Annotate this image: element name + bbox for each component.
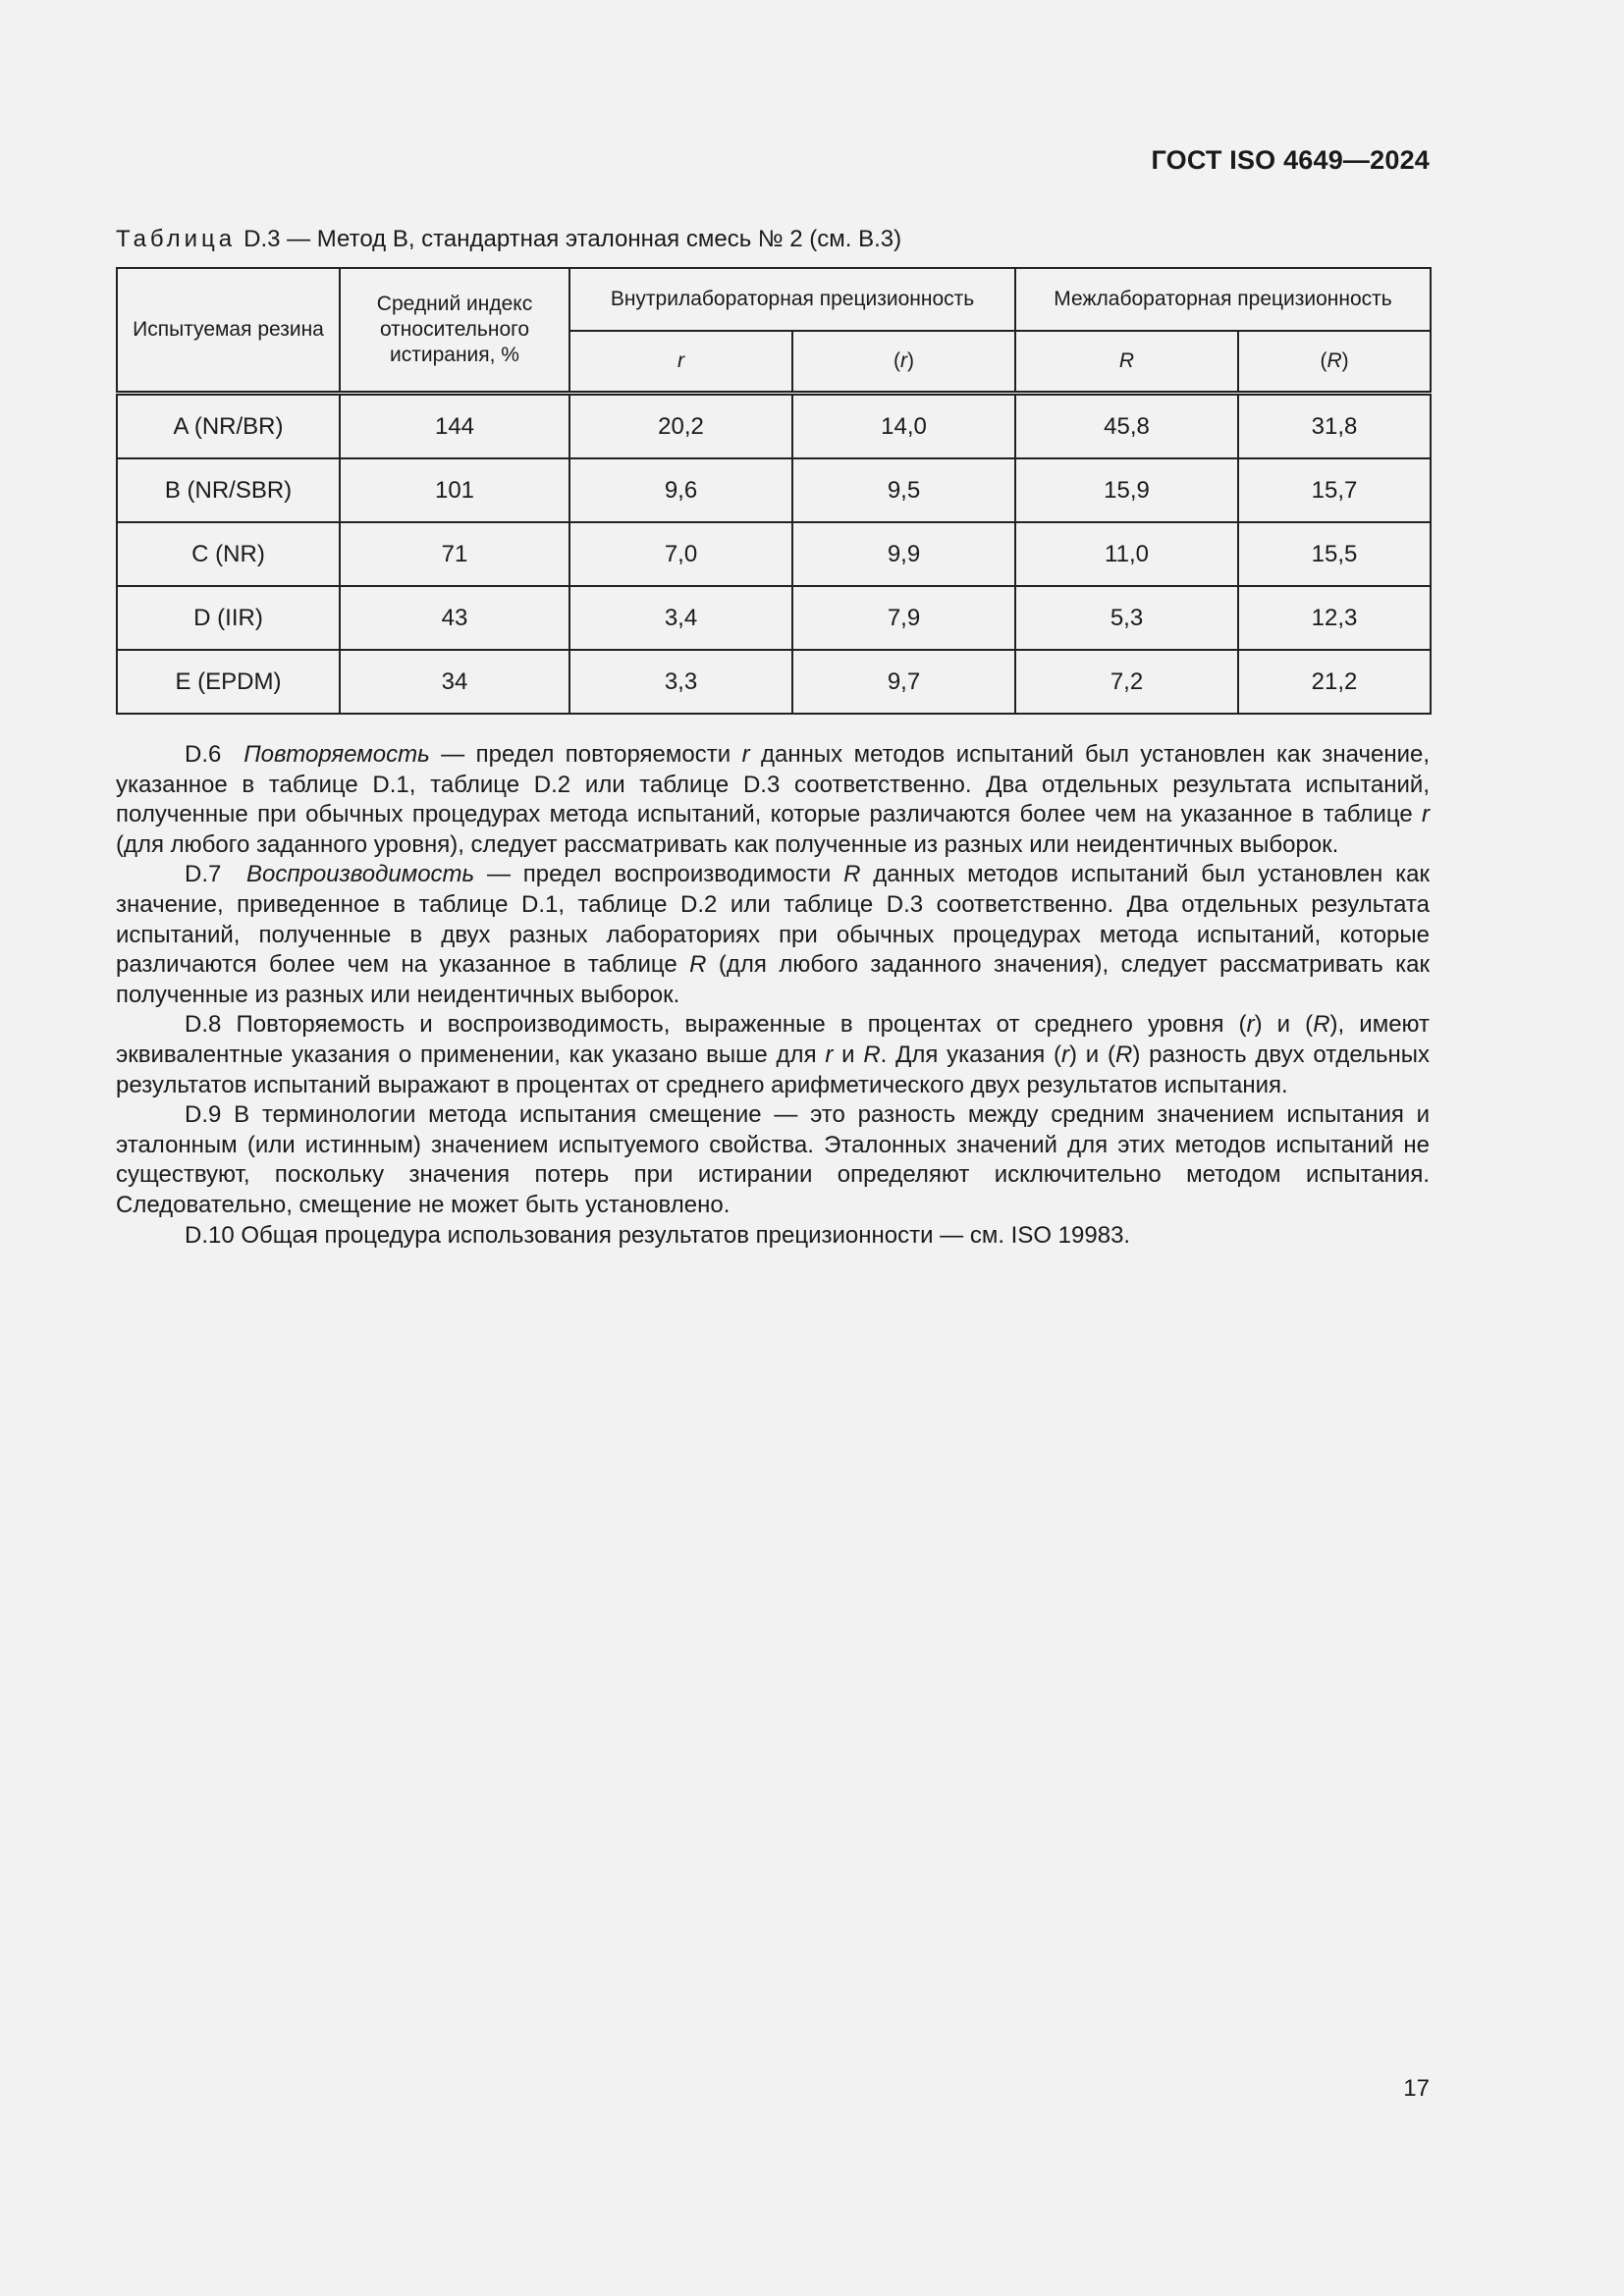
header-r-symbol: r [677, 349, 684, 372]
cell-index: 34 [340, 650, 569, 714]
paragraph-text: ) и ( [1254, 1011, 1314, 1039]
paren-open: ( [1320, 349, 1327, 372]
table-caption-word: Таблица [116, 226, 237, 252]
cell-R-relative: 15,5 [1238, 522, 1431, 586]
page-number: 17 [1403, 2075, 1430, 2102]
header-mean-index [340, 268, 569, 394]
cell-index: 101 [340, 458, 569, 522]
symbol-r: r [1422, 801, 1430, 828]
symbol-R: R [843, 861, 861, 888]
paragraph-d10 [116, 1221, 1430, 1252]
symbol-R: R [689, 951, 707, 979]
paragraph-d8 [116, 1010, 1430, 1100]
symbol-r: r [825, 1041, 834, 1068]
table-row [117, 650, 1431, 714]
header-R [1015, 331, 1238, 394]
paragraph-text: — предел повторяемости [429, 741, 742, 768]
cell-r-relative: 9,9 [792, 522, 1015, 586]
paragraph-text: Повторяемость и воспроизводимость, выраженные в процентах от среднего уровня ( [221, 1011, 1247, 1039]
cell-R: 7,2 [1015, 650, 1238, 714]
symbol-r: r [1061, 1041, 1070, 1068]
header-r-relative [792, 331, 1015, 394]
paragraph-text: Общая процедура использования результатов прецизионности — см. ISO 19983. [234, 1221, 1131, 1249]
paragraph-text: (для любого заданного уровня), следует рассматривать как полученные из разных или неидентичных выборок. [116, 830, 1339, 858]
cell-r-relative: 9,5 [792, 458, 1015, 522]
table-row [117, 522, 1431, 586]
cell-r: 3,4 [569, 586, 792, 650]
paren-close: ) [1341, 349, 1349, 372]
paragraph-text: ) и ( [1069, 1041, 1115, 1068]
cell-R: 45,8 [1015, 394, 1238, 459]
cell-rubber: C (NR) [117, 522, 340, 586]
paren-open: ( [893, 349, 900, 372]
table-row [117, 458, 1431, 522]
header-intra-lab: Внутрилабораторная прецизионность [569, 268, 1015, 331]
paragraph-text: . Для указания ( [880, 1041, 1062, 1068]
cell-rubber: A (NR/BR) [117, 394, 340, 459]
cell-rubber: E (EPDM) [117, 650, 340, 714]
table-row [117, 586, 1431, 650]
header-mean-index-text: Средний индекс относительного истирания, % [376, 293, 533, 366]
paragraph-text: ), имеют эквивалентные указания о применении, как указано выше для [116, 1011, 1431, 1068]
cell-rubber: D (IIR) [117, 586, 340, 650]
body-text [116, 740, 1430, 1251]
cell-R: 11,0 [1015, 522, 1238, 586]
header-rubber: Испытуемая резина [117, 268, 340, 394]
symbol-R: R [1313, 1011, 1330, 1039]
paragraph-text: (для любого заданного значения), следует рассматривать как полученные из разных или неидентичных выборок. [116, 951, 1430, 1008]
cell-r: 7,0 [569, 522, 792, 586]
cell-r-relative: 9,7 [792, 650, 1015, 714]
paragraph-number: D.8 [185, 1011, 222, 1039]
table-caption-text: D.3 — Метод B, стандартная эталонная смесь № 2 (см. B.3) [244, 226, 902, 252]
cell-R-relative: 21,2 [1238, 650, 1431, 714]
cell-r: 20,2 [569, 394, 792, 459]
header-R-relative [1238, 331, 1431, 394]
cell-R: 5,3 [1015, 586, 1238, 650]
paragraph-d9 [116, 1100, 1430, 1220]
symbol-R: R [1114, 1041, 1133, 1068]
header-r-relative-symbol: r [900, 349, 907, 372]
cell-r: 9,6 [569, 458, 792, 522]
cell-rubber: B (NR/SBR) [117, 458, 340, 522]
paragraph-number: D.7 [185, 861, 222, 888]
cell-r-relative: 14,0 [792, 394, 1015, 459]
cell-index: 43 [340, 586, 569, 650]
cell-index: 71 [340, 522, 569, 586]
cell-R-relative: 31,8 [1238, 394, 1431, 459]
paragraph-text: — предел воспроизводимости [474, 861, 844, 888]
cell-R: 15,9 [1015, 458, 1238, 522]
symbol-r: r [741, 741, 750, 768]
precision-table [116, 267, 1432, 715]
paragraph-number: D.9 [185, 1101, 222, 1129]
cell-index: 144 [340, 394, 569, 459]
paragraph-text: В терминологии метода испытания смещение — это разность между средним значением испытания и эталонным (или истинным) значением испытуемого свойства. Эталонных значений для этих методов испытаний не существуют, поскольку значения потерь при истирании определяют исключительно методом испытания. Следовательно, смещение не может быть установлено. [116, 1101, 1430, 1218]
cell-R-relative: 12,3 [1238, 586, 1431, 650]
document-code: ГОСТ ISO 4649—2024 [1151, 145, 1430, 175]
paragraph-d7 [116, 860, 1430, 1010]
cell-R-relative: 15,7 [1238, 458, 1431, 522]
paragraph-d6 [116, 740, 1430, 860]
cell-r-relative: 7,9 [792, 586, 1015, 650]
paragraph-number: D.10 [185, 1221, 235, 1249]
header-inter-lab: Межлабораторная прецизионность [1015, 268, 1431, 331]
paragraph-text: и [833, 1041, 864, 1068]
header-r [569, 331, 792, 394]
paren-close: ) [907, 349, 914, 372]
paragraph-number: D.6 [185, 741, 222, 768]
paragraph-text: ) разность двух отдельных результатов испытаний выражают в процентах от среднего арифметического двух результатов испытания. [116, 1041, 1430, 1098]
paragraph-text: данных методов испытаний был установлен как значение, указанное в таблице D.1, таблице D.2 или таблице D.3 соответственно. Два отдельных результата испытаний, полученные при обычных процедурах метода испытаний, которые различаются более чем на указанное в таблице [116, 741, 1430, 828]
paragraph-term: Воспроизводимость [246, 861, 475, 888]
cell-r: 3,3 [569, 650, 792, 714]
paragraph-text: данных методов испытаний был установлен как значение, приведенное в таблице D.1, таблице D.2 или таблице D.3 соответственно. Два отдельных результата испытаний, полученные в двух разных лабораториях при обычных процедурах метода испытаний, которые различаются более чем на указанное в таблице [116, 861, 1431, 979]
symbol-R: R [863, 1041, 881, 1068]
table-caption [116, 226, 901, 253]
paragraph-term: Повторяемость [244, 741, 430, 768]
header-R-symbol: R [1118, 349, 1135, 372]
header-R-relative-symbol: R [1326, 349, 1342, 372]
symbol-r: r [1246, 1011, 1255, 1039]
table-row [117, 394, 1431, 459]
